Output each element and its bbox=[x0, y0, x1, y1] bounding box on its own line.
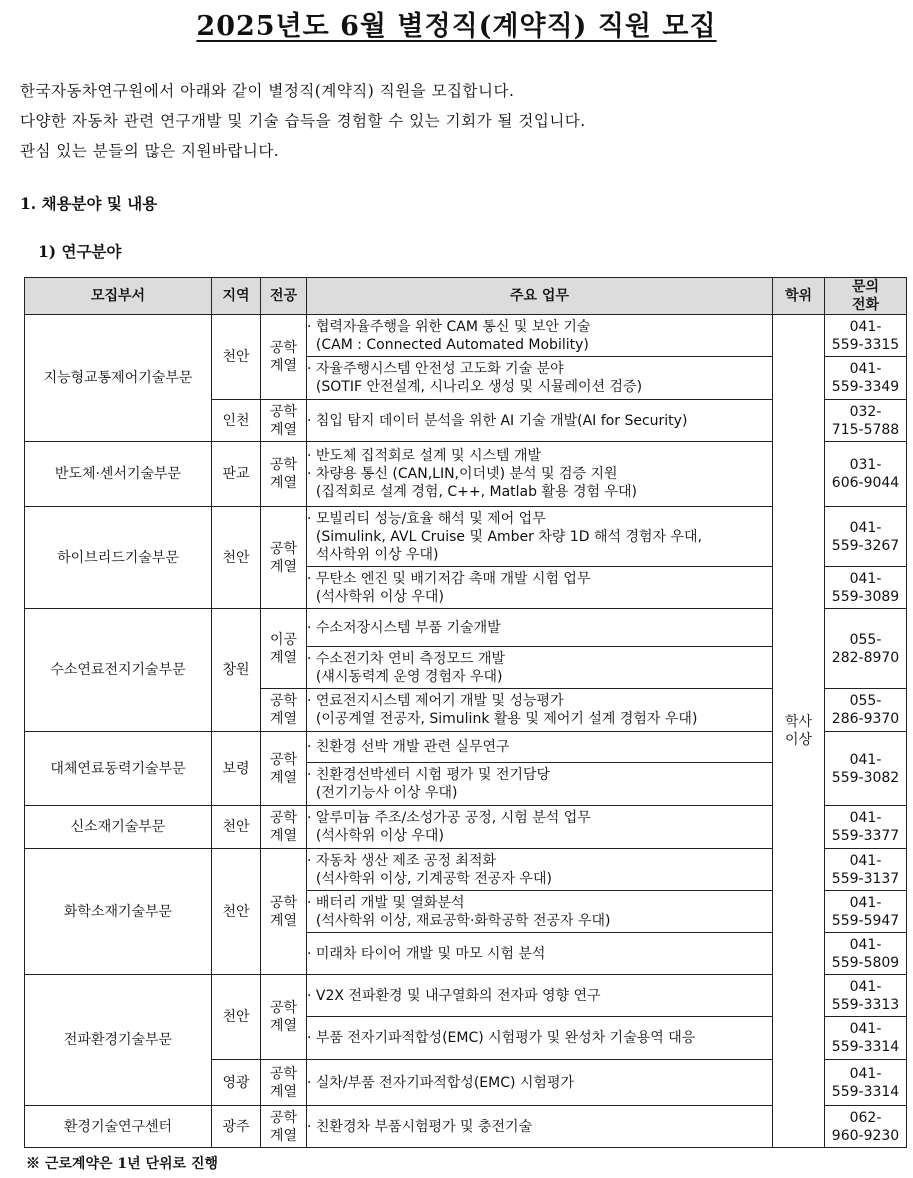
region-cell: 판교 bbox=[212, 442, 261, 507]
dept-cell: 하이브리드기술부문 bbox=[25, 507, 212, 609]
phone-cell bbox=[825, 507, 907, 567]
phone-line: 041- bbox=[849, 978, 882, 995]
major-line: 계열 bbox=[269, 475, 298, 491]
phone-line: 041- bbox=[849, 1021, 882, 1037]
duty-line: (SOTIF 안전설계, 시나리오 생성 및 시뮬레이션 검증) bbox=[307, 379, 643, 395]
major-line: 공학 bbox=[269, 457, 298, 473]
phone-line: 282-8970 bbox=[831, 649, 900, 666]
major-line: 계열 bbox=[269, 1083, 298, 1100]
intro-line: 관심 있는 분들의 많은 지원바랍니다. bbox=[20, 142, 280, 160]
duty-cell bbox=[307, 507, 773, 567]
duty-cell: · V2X 전파환경 및 내구열화의 전자파 영향 연구 bbox=[307, 975, 773, 1017]
duty-cell bbox=[307, 891, 773, 933]
region-cell: 천안 bbox=[212, 806, 261, 849]
duty-cell: · 친환경 선박 개발 관련 실무연구 bbox=[307, 732, 773, 763]
region-cell: 광주 bbox=[212, 1106, 261, 1148]
major-line: 계열 bbox=[269, 558, 298, 575]
duty-cell bbox=[307, 849, 773, 891]
phone-line: 041- bbox=[849, 519, 882, 536]
phone-line: 041- bbox=[849, 570, 882, 587]
table-row bbox=[25, 315, 907, 357]
intro-line: 한국자동차연구원에서 아래와 같이 별정직(계약직) 직원을 모집합니다. bbox=[20, 82, 515, 100]
intro-paragraph bbox=[20, 76, 586, 166]
phone-line: 559-3082 bbox=[831, 769, 900, 786]
major-line: 계열 bbox=[269, 649, 298, 666]
duty-cell bbox=[307, 357, 773, 400]
major-cell bbox=[261, 1106, 307, 1148]
duty-line: · 수소전기차 연비 측정모드 개발 bbox=[307, 650, 506, 667]
major-line: 공학 bbox=[269, 894, 298, 911]
major-line: 계열 bbox=[269, 1018, 298, 1034]
phone-line: 559-3377 bbox=[831, 828, 900, 844]
major-cell bbox=[261, 975, 307, 1060]
phone-line: 559-3313 bbox=[831, 996, 900, 1013]
region-cell: 보령 bbox=[212, 732, 261, 806]
duty-cell: · 실차/부품 전자기파적합성(EMC) 시험평가 bbox=[307, 1060, 773, 1106]
phone-line: 559-3137 bbox=[831, 870, 900, 887]
major-cell bbox=[261, 315, 307, 400]
phone-line: 606-9044 bbox=[831, 475, 900, 491]
major-cell bbox=[261, 507, 307, 609]
phone-line: 062- bbox=[849, 1109, 882, 1126]
phone-line: 055- bbox=[849, 693, 882, 709]
duty-line: (전기기능사 이상 우대) bbox=[307, 785, 458, 801]
header-contact-line: 문의 bbox=[851, 279, 880, 295]
dept-cell: 전파환경기술부문 bbox=[25, 975, 212, 1106]
major-line: 공학 bbox=[269, 540, 298, 557]
region-cell: 천안 bbox=[212, 849, 261, 975]
degree-cell bbox=[773, 315, 825, 1148]
major-line: 공학 bbox=[269, 693, 298, 709]
phone-cell bbox=[825, 442, 907, 507]
phone-line: 559-3349 bbox=[831, 379, 900, 395]
section-heading: 1. 채용분야 및 내용 bbox=[20, 194, 158, 213]
major-cell bbox=[261, 442, 307, 507]
duty-cell: · 침입 탐지 데이터 분석을 위한 AI 기술 개발(AI for Security) bbox=[307, 400, 773, 442]
phone-line: 032- bbox=[849, 403, 882, 420]
phone-cell bbox=[825, 315, 907, 357]
duty-line: · 친환경선박센터 시험 평가 및 전기담당 bbox=[307, 767, 551, 783]
phone-line: 559-3314 bbox=[831, 1083, 900, 1100]
duty-line: (석사학위 이상 우대) bbox=[307, 588, 444, 605]
phone-cell bbox=[825, 975, 907, 1017]
region-cell: 천안 bbox=[212, 507, 261, 609]
recruitment-table bbox=[24, 277, 907, 1148]
major-line: 공학 bbox=[269, 1000, 298, 1016]
dept-cell: 대체연료동력기술부문 bbox=[25, 732, 212, 806]
table-header-row bbox=[25, 278, 907, 315]
phone-cell bbox=[825, 849, 907, 891]
duty-cell bbox=[307, 806, 773, 849]
duty-line: (CAM : Connected Automated Mobility) bbox=[307, 336, 589, 353]
header-degree: 학위 bbox=[773, 278, 825, 315]
major-line: 이공 bbox=[269, 631, 298, 648]
major-cell bbox=[261, 732, 307, 806]
header-contact-line: 전화 bbox=[851, 297, 880, 313]
page-title bbox=[0, 4, 913, 43]
phone-cell bbox=[825, 400, 907, 442]
major-line: 공학 bbox=[269, 751, 298, 768]
duty-line: (석사학위 이상, 기계공학 전공자 우대) bbox=[307, 870, 552, 887]
degree-line: 학사 bbox=[784, 714, 813, 730]
header-dept: 모집부서 bbox=[25, 278, 212, 315]
region-cell: 영광 bbox=[212, 1060, 261, 1106]
duty-line: (집적회로 설계 경험, C++, Matlab 활용 경험 우대) bbox=[307, 484, 637, 500]
phone-line: 031- bbox=[849, 457, 882, 473]
major-line: 공학 bbox=[269, 1065, 298, 1082]
intro-line: 다양한 자동차 관련 연구개발 및 기술 습득을 경험할 수 있는 기회가 될 것입니다. bbox=[20, 112, 586, 130]
duty-cell bbox=[307, 647, 773, 689]
header-duty: 주요 업무 bbox=[307, 278, 773, 315]
phone-cell bbox=[825, 689, 907, 732]
major-line: 계열 bbox=[269, 769, 298, 786]
major-cell bbox=[261, 1060, 307, 1106]
duty-line: · 자율주행시스템 안전성 고도화 기술 분야 bbox=[307, 361, 564, 377]
phone-line: 041- bbox=[849, 852, 882, 869]
major-line: 공학 bbox=[269, 340, 298, 356]
page-title-text: 2025년도 6월 별정직(계약직) 직원 모집 bbox=[196, 11, 717, 42]
dept-cell: 수소연료전지기술부문 bbox=[25, 609, 212, 732]
duty-line: · 배터리 개발 및 열화분석 bbox=[307, 894, 465, 911]
phone-line: 286-9370 bbox=[831, 711, 900, 727]
phone-line: 559-3314 bbox=[831, 1039, 900, 1055]
major-line: 계열 bbox=[269, 358, 298, 374]
duty-cell bbox=[307, 763, 773, 806]
major-line: 공학 bbox=[269, 1109, 298, 1126]
phone-cell bbox=[825, 933, 907, 975]
major-line: 계열 bbox=[269, 828, 298, 844]
major-line: 공학 bbox=[269, 810, 298, 826]
major-cell bbox=[261, 609, 307, 689]
phone-line: 559-3315 bbox=[831, 336, 900, 353]
region-cell: 인천 bbox=[212, 400, 261, 442]
duty-cell: · 부품 전자기파적합성(EMC) 시험평가 및 완성차 기술용역 대응 bbox=[307, 1017, 773, 1060]
phone-line: 960-9230 bbox=[831, 1127, 900, 1144]
duty-line: (이공계열 전공자, Simulink 활용 및 제어기 설계 경험자 우대) bbox=[307, 711, 698, 727]
dept-cell: 지능형교통제어기술부문 bbox=[25, 315, 212, 442]
major-cell bbox=[261, 689, 307, 732]
region-cell: 천안 bbox=[212, 315, 261, 400]
phone-line: 041- bbox=[849, 894, 882, 911]
phone-cell bbox=[825, 1060, 907, 1106]
phone-line: 559-5947 bbox=[831, 912, 900, 929]
duty-line: · 반도체 집적회로 설계 및 시스템 개발 bbox=[307, 448, 542, 464]
duty-line: (석사학위 이상 우대) bbox=[307, 828, 444, 844]
duty-cell: · 친환경차 부품시험평가 및 충전기술 bbox=[307, 1106, 773, 1148]
major-line: 계열 bbox=[269, 1127, 298, 1144]
duty-cell: · 미래차 타이어 개발 및 마모 시험 분석 bbox=[307, 933, 773, 975]
phone-cell bbox=[825, 1017, 907, 1060]
phone-line: 041- bbox=[849, 936, 882, 953]
phone-cell bbox=[825, 806, 907, 849]
phone-line: 041- bbox=[849, 361, 882, 377]
footnote: ※ 근로계약은 1년 단위로 진행 bbox=[26, 1156, 219, 1172]
degree-line: 이상 bbox=[784, 732, 813, 748]
subsection-heading: 1) 연구분야 bbox=[38, 242, 122, 261]
dept-cell: 반도체·센서기술부문 bbox=[25, 442, 212, 507]
duty-line: · 연료전지시스템 제어기 개발 및 성능평가 bbox=[307, 693, 564, 709]
duty-line: · 자동차 생산 제조 공정 최적화 bbox=[307, 852, 496, 869]
duty-cell bbox=[307, 442, 773, 507]
phone-cell bbox=[825, 567, 907, 609]
duty-cell bbox=[307, 315, 773, 357]
major-cell bbox=[261, 806, 307, 849]
dept-cell: 환경기술연구센터 bbox=[25, 1106, 212, 1148]
phone-line: 559-5809 bbox=[831, 954, 900, 971]
header-region: 지역 bbox=[212, 278, 261, 315]
major-line: 계열 bbox=[269, 421, 298, 438]
phone-line: 041- bbox=[849, 810, 882, 826]
phone-line: 715-5788 bbox=[831, 421, 900, 438]
major-line: 계열 bbox=[269, 711, 298, 727]
phone-line: 041- bbox=[849, 318, 882, 335]
header-contact bbox=[825, 278, 907, 315]
duty-line: 석사학위 이상 우대) bbox=[307, 546, 439, 563]
duty-cell: · 수소저장시스템 부품 기술개발 bbox=[307, 609, 773, 647]
duty-cell bbox=[307, 689, 773, 732]
duty-line: · 차량용 통신 (CAN,LIN,이더넷) 분석 및 검증 지원 bbox=[307, 466, 618, 482]
header-major: 전공 bbox=[261, 278, 307, 315]
phone-cell bbox=[825, 609, 907, 689]
duty-line: (Simulink, AVL Cruise 및 Amber 차량 1D 해석 경험자 우대, bbox=[307, 528, 703, 545]
duty-line: (섀시동력계 운영 경험자 우대) bbox=[307, 668, 503, 685]
phone-line: 055- bbox=[849, 631, 882, 648]
dept-cell: 화학소재기술부문 bbox=[25, 849, 212, 975]
duty-line: · 모빌리티 성능/효율 해석 및 제어 업무 bbox=[307, 510, 546, 527]
phone-cell bbox=[825, 732, 907, 806]
phone-line: 559-3089 bbox=[831, 588, 900, 605]
duty-line: · 알루미늄 주조/소성가공 공정, 시험 분석 업무 bbox=[307, 810, 591, 826]
duty-line: · 협력자율주행을 위한 CAM 통신 및 보안 기술 bbox=[307, 318, 591, 335]
phone-cell bbox=[825, 891, 907, 933]
phone-cell bbox=[825, 357, 907, 400]
dept-cell: 신소재기술부문 bbox=[25, 806, 212, 849]
phone-line: 559-3267 bbox=[831, 537, 900, 554]
major-line: 공학 bbox=[269, 403, 298, 420]
phone-line: 041- bbox=[849, 751, 882, 768]
phone-cell bbox=[825, 1106, 907, 1148]
region-cell: 창원 bbox=[212, 609, 261, 732]
duty-line: · 무탄소 엔진 및 배기저감 촉매 개발 시험 업무 bbox=[307, 570, 591, 587]
duty-cell bbox=[307, 567, 773, 609]
major-line: 계열 bbox=[269, 912, 298, 929]
major-cell bbox=[261, 400, 307, 442]
phone-line: 041- bbox=[849, 1065, 882, 1082]
duty-line: (석사학위 이상, 재료공학·화학공학 전공자 우대) bbox=[307, 912, 611, 929]
region-cell: 천안 bbox=[212, 975, 261, 1060]
major-cell bbox=[261, 849, 307, 975]
